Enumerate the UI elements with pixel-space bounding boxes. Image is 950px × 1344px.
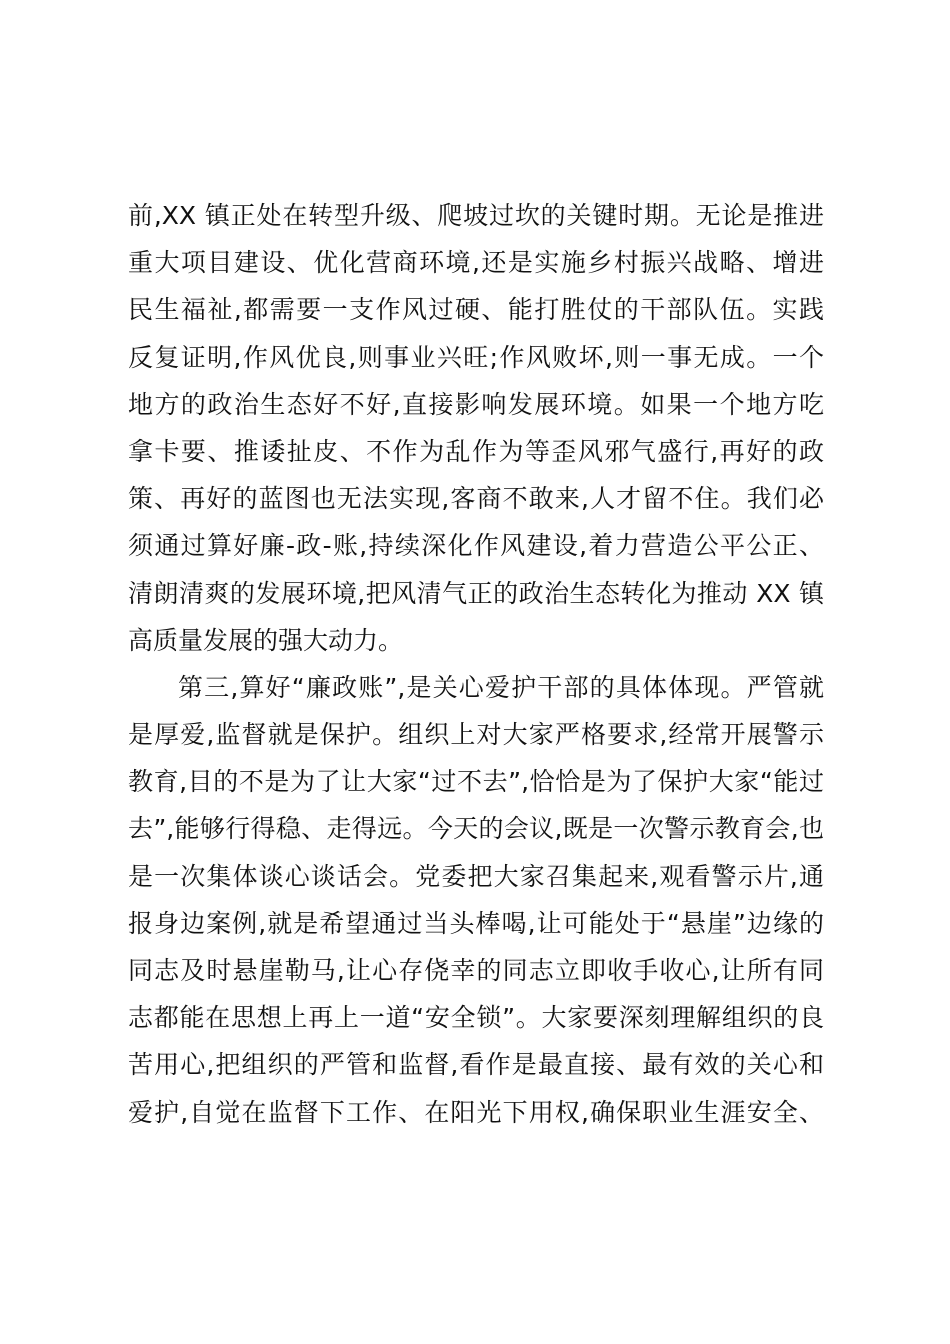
- text-line: 清朗清爽的发展环境,把风清气正的政治生态转化为推动 XX 镇: [128, 578, 824, 608]
- text-line: 爱护,自觉在监督下工作、在阳光下用权,确保职业生涯安全、: [128, 1097, 824, 1127]
- text-line: 教育,目的不是为了让大家“过不去”,恰恰是为了保护大家“能过: [128, 767, 824, 797]
- text-line: 民生福祉,都需要一支作风过硬、能打胜仗的干部队伍。实践: [128, 295, 824, 325]
- text-line: 须通过算好廉-政-账,持续深化作风建设,着力营造公平公正、: [128, 531, 824, 561]
- text-line: 高质量发展的强大动力。: [128, 625, 404, 655]
- text-line: 前,XX 镇正处在转型升级、爬坡过坎的关键时期。无论是推进: [128, 201, 824, 230]
- text-line: 报身边案例,就是希望通过当头棒喝,让可能处于“悬崖”边缘的: [128, 908, 824, 938]
- text-line: 地方的政治生态好不好,直接影响发展环境。如果一个地方吃: [128, 389, 824, 419]
- text-line: 第三,算好“廉政账”,是关心爱护干部的具体体现。严管就: [178, 672, 824, 702]
- document-body: [128, 192, 824, 1136]
- text-line: 同志及时悬崖勒马,让心存侥幸的同志立即收手收心,让所有同: [128, 956, 824, 985]
- text-line: 策、再好的蓝图也无法实现,客商不敢来,人才留不住。我们必: [128, 484, 824, 514]
- text-line: 苦用心,把组织的严管和监督,看作是最直接、最有效的关心和: [128, 1050, 824, 1080]
- text-line: 反复证明,作风优良,则事业兴旺;作风败坏,则一事无成。一个: [128, 342, 824, 372]
- text-line: 志都能在思想上再上一道“安全锁”。大家要深刻理解组织的良: [128, 1003, 824, 1033]
- text-line: 是一次集体谈心谈话会。党委把大家召集起来,观看警示片,通: [128, 861, 824, 891]
- text-line: 重大项目建设、优化营商环境,还是实施乡村振兴战略、增进: [128, 248, 824, 278]
- paragraph-continuation: [128, 192, 824, 664]
- text-line: 拿卡要、推诿扯皮、不作为乱作为等歪风邪气盛行,再好的政: [128, 436, 824, 466]
- text-line: 去”,能够行得稳、走得远。今天的会议,既是一次警示教育会,也: [128, 814, 824, 844]
- text-line: 是厚爱,监督就是保护。组织上对大家严格要求,经常开展警示: [128, 720, 824, 750]
- paragraph-third-point: [128, 664, 824, 1136]
